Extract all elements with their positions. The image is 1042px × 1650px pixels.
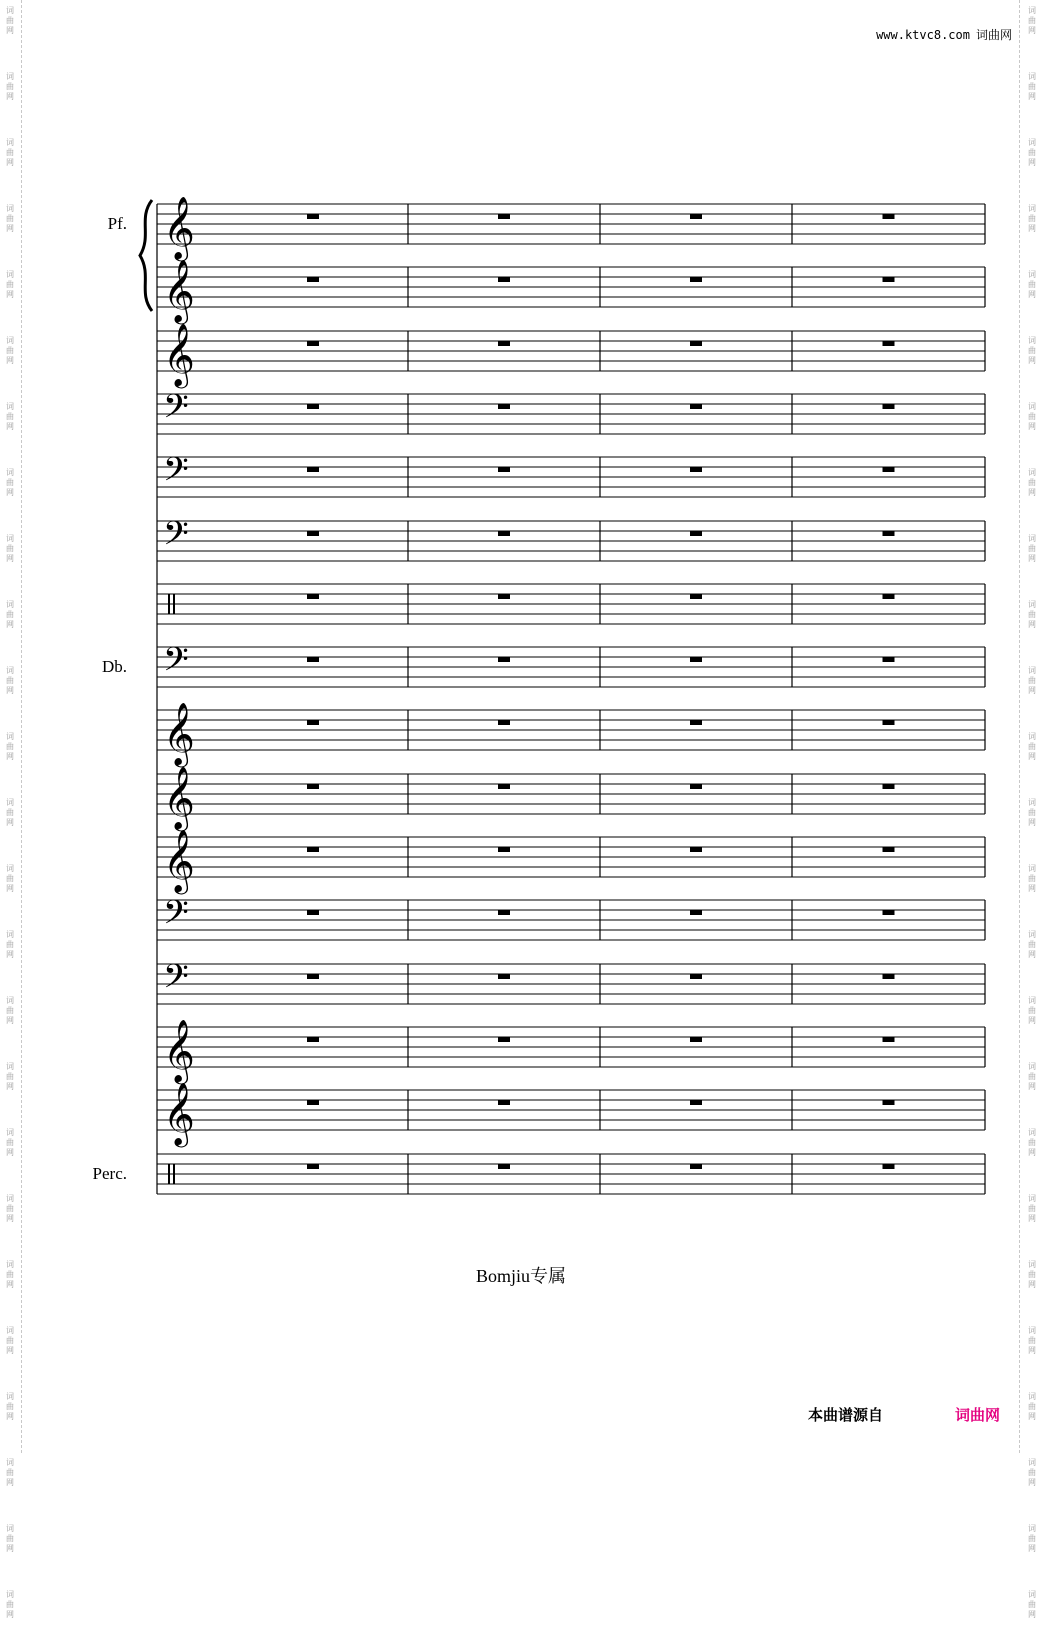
treble-clef: 𝄞	[163, 829, 195, 892]
whole-rest	[690, 720, 702, 725]
whole-rest	[498, 784, 510, 789]
whole-rest	[498, 720, 510, 725]
whole-rest	[498, 1164, 510, 1169]
whole-rest	[307, 467, 319, 472]
whole-rest	[690, 910, 702, 915]
whole-rest	[690, 784, 702, 789]
treble-clef: 𝄞	[163, 1019, 195, 1082]
whole-rest	[498, 847, 510, 852]
whole-rest	[883, 531, 895, 536]
whole-rest	[307, 1100, 319, 1105]
whole-rest	[498, 1037, 510, 1042]
whole-rest	[690, 404, 702, 409]
whole-rest	[690, 1037, 702, 1042]
right-watermark: 词 曲 网 词 曲 网 词 曲 网 词 曲 网 词 曲 网 词 曲 网 词 曲 网 词 曲 网 词 曲 网 词 曲 网 词 曲 网 词 曲 网 词 曲 网 词 曲 网 词 曲 网 词 曲 网 词 曲 网 词 曲 网 词 曲 网 词 曲 网 词 曲 网 词 曲 网 词 曲 网 词 曲 网 词 曲 网	[1028, 6, 1036, 1619]
whole-rest	[498, 214, 510, 219]
treble-clef: 𝄞	[163, 196, 195, 259]
whole-rest	[307, 277, 319, 282]
whole-rest	[307, 404, 319, 409]
whole-rest	[883, 214, 895, 219]
whole-rest	[883, 657, 895, 662]
whole-rest	[883, 1037, 895, 1042]
whole-rest	[307, 531, 319, 536]
whole-rest	[883, 277, 895, 282]
bass-clef: 𝄢	[163, 894, 189, 940]
whole-rest	[883, 1164, 895, 1169]
whole-rest	[498, 910, 510, 915]
whole-rest	[883, 341, 895, 346]
whole-rest	[690, 1164, 702, 1169]
whole-rest	[498, 404, 510, 409]
whole-rest	[690, 1100, 702, 1105]
staff-label: Db.	[101, 657, 127, 676]
whole-rest	[498, 467, 510, 472]
whole-rest	[883, 1100, 895, 1105]
bass-clef: 𝄢	[163, 958, 189, 1004]
whole-rest	[307, 847, 319, 852]
bass-clef: 𝄢	[163, 451, 189, 497]
percussion-clef	[173, 594, 175, 614]
whole-rest	[307, 594, 319, 599]
whole-rest	[690, 847, 702, 852]
whole-rest	[690, 341, 702, 346]
whole-rest	[883, 784, 895, 789]
whole-rest	[498, 594, 510, 599]
whole-rest	[307, 910, 319, 915]
percussion-clef	[168, 1164, 170, 1184]
whole-rest	[307, 784, 319, 789]
whole-rest	[498, 1100, 510, 1105]
whole-rest	[883, 910, 895, 915]
whole-rest	[498, 657, 510, 662]
bass-clef: 𝄢	[163, 515, 189, 561]
source-label: 本曲谱源自	[808, 1406, 884, 1424]
score-title: Bomjiu专属	[475, 1266, 566, 1286]
treble-clef: 𝄞	[163, 259, 195, 322]
whole-rest	[307, 657, 319, 662]
whole-rest	[498, 341, 510, 346]
whole-rest	[690, 214, 702, 219]
site-url[interactable]: www.ktvc8.com	[876, 28, 970, 42]
treble-clef: 𝄞	[163, 702, 195, 765]
percussion-clef	[173, 1164, 175, 1184]
staff-label: Pf.	[107, 214, 127, 233]
whole-rest	[883, 467, 895, 472]
whole-rest	[883, 594, 895, 599]
whole-rest	[307, 1037, 319, 1042]
whole-rest	[690, 467, 702, 472]
whole-rest	[883, 720, 895, 725]
whole-rest	[883, 404, 895, 409]
treble-clef: 𝄞	[163, 323, 195, 386]
whole-rest	[307, 720, 319, 725]
whole-rest	[883, 847, 895, 852]
whole-rest	[690, 657, 702, 662]
treble-clef: 𝄞	[163, 1082, 195, 1145]
whole-rest	[883, 974, 895, 979]
percussion-clef	[168, 594, 170, 614]
whole-rest	[690, 594, 702, 599]
whole-rest	[307, 341, 319, 346]
piano-brace	[140, 200, 152, 311]
left-watermark: 词 曲 网 词 曲 网 词 曲 网 词 曲 网 词 曲 网 词 曲 网 词 曲 网 词 曲 网 词 曲 网 词 曲 网 词 曲 网 词 曲 网 词 曲 网 词 曲 网 词 曲 网 词 曲 网 词 曲 网 词 曲 网 词 曲 网 词 曲 网 词 曲 网 词 曲 网 词 曲 网 词 曲 网 词 曲 网	[6, 6, 14, 1619]
whole-rest	[690, 277, 702, 282]
whole-rest	[307, 214, 319, 219]
whole-rest	[307, 974, 319, 979]
bass-clef: 𝄢	[163, 641, 189, 687]
whole-rest	[307, 1164, 319, 1169]
whole-rest	[690, 974, 702, 979]
source-site-link[interactable]: 词曲网	[955, 1406, 1001, 1424]
whole-rest	[498, 974, 510, 979]
whole-rest	[498, 277, 510, 282]
whole-rest	[498, 531, 510, 536]
bass-clef: 𝄢	[163, 388, 189, 434]
treble-clef: 𝄞	[163, 766, 195, 829]
staff-label: Perc.	[92, 1164, 127, 1183]
whole-rest	[690, 531, 702, 536]
site-name: 词曲网	[975, 28, 1012, 42]
